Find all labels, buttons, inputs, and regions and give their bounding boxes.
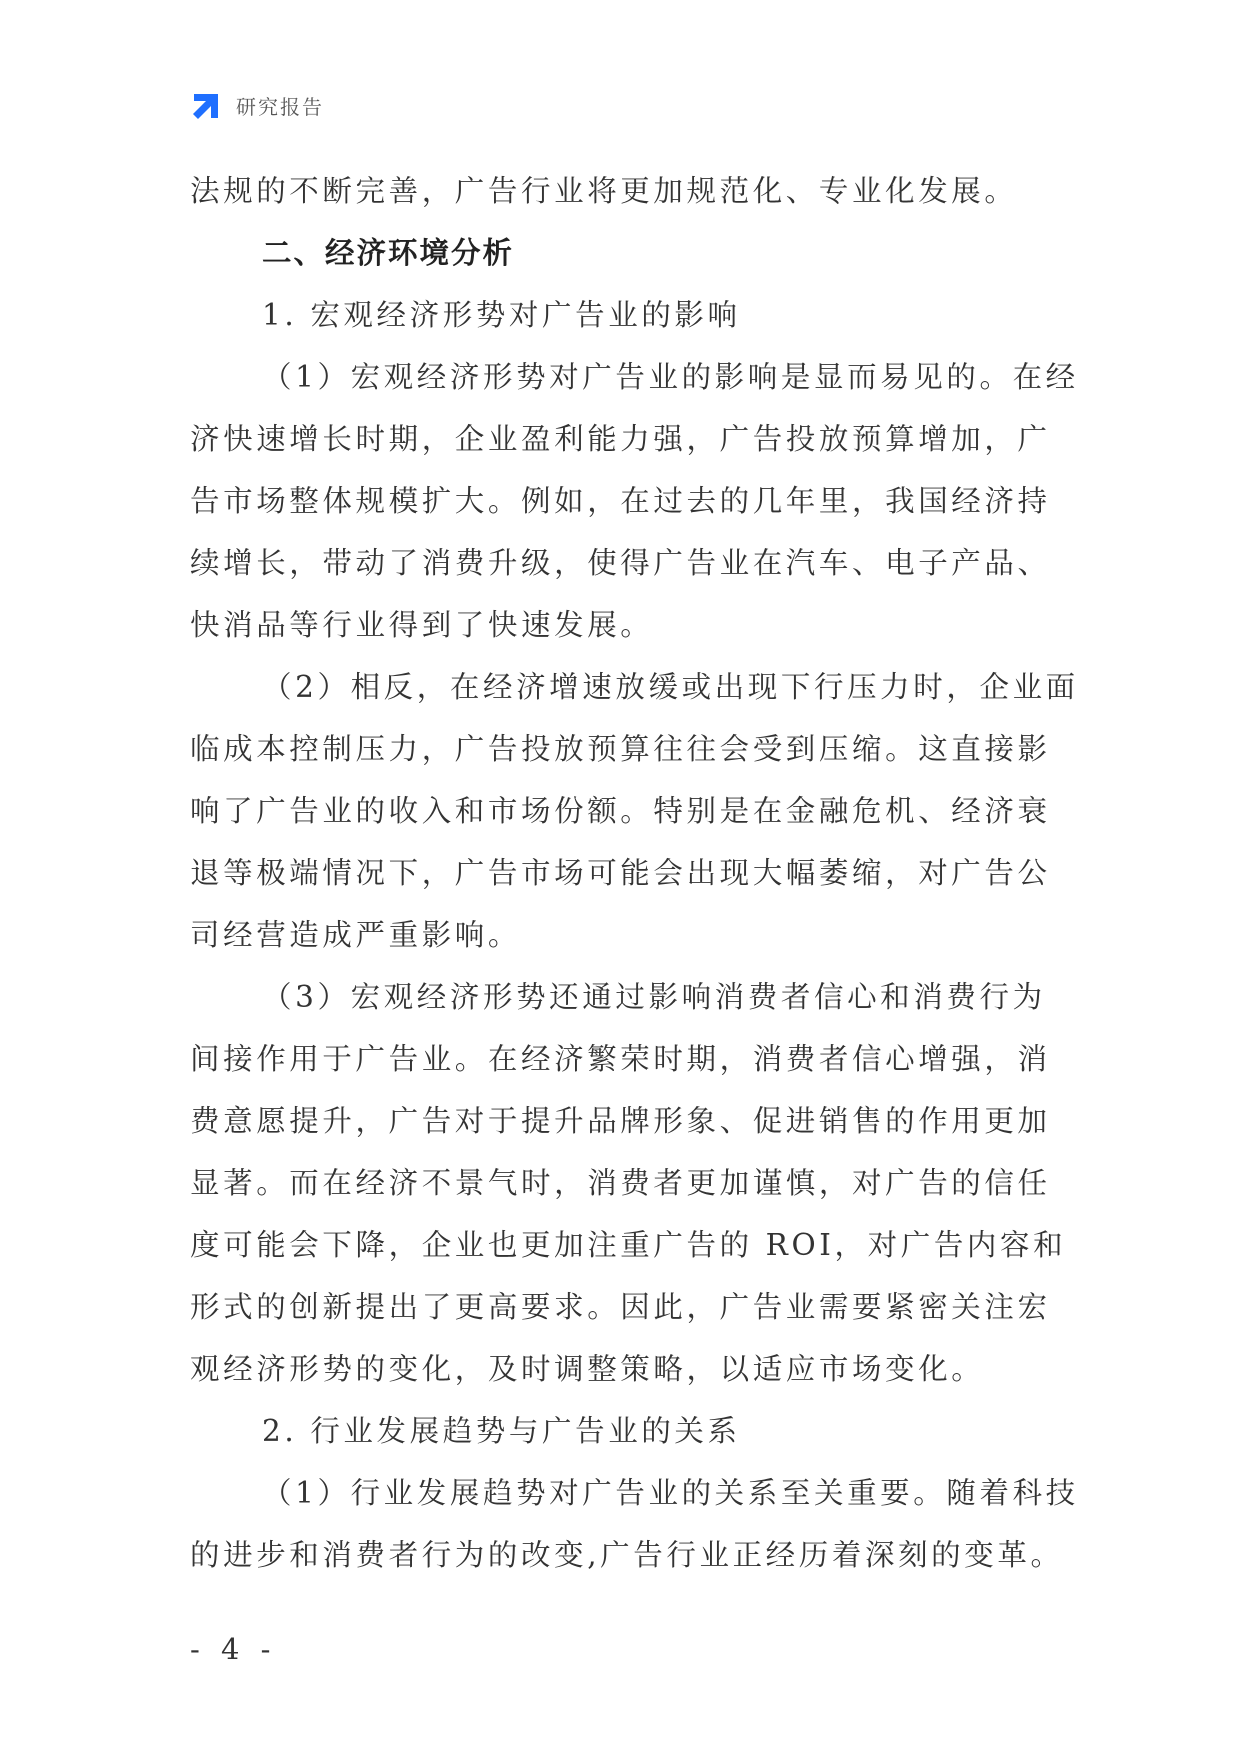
text-line: 响了广告业的收入和市场份额。特别是在金融危机、经济衰 [190,794,1051,828]
text-line: 观经济形势的变化，及时调整策略，以适应市场变化。 [190,1352,985,1386]
text-line: 度可能会下降，企业也更加注重广告的 ROI，对广告内容和 [190,1228,1067,1262]
text-line: 显著。而在经济不景气时，消费者更加谨慎，对广告的信任 [190,1166,1051,1200]
text-line: 形式的创新提出了更高要求。因此，广告业需要紧密关注宏 [190,1290,1051,1324]
text-line: 的进步和消费者行为的改变,广告行业正经历着深刻的变革。 [190,1538,1064,1572]
text-line: 告市场整体规模扩大。例如，在过去的几年里，我国经济持 [190,484,1051,518]
arrow-up-right-icon [190,88,224,122]
header-title: 研究报告 [236,94,324,119]
text-line: 费意愿提升，广告对于提升品牌形象、促进销售的作用更加 [190,1104,1051,1138]
text-line: 快消品等行业得到了快速发展。 [190,608,654,642]
page-header [190,88,324,122]
text-line: （2）相反，在经济增速放缓或出现下行压力时，企业面 [262,670,1079,704]
text-line: （1）宏观经济形势对广告业的影响是显而易见的。在经 [262,360,1079,394]
text-line: 2. 行业发展趋势与广告业的关系 [262,1414,741,1448]
text-line: 临成本控制压力，广告投放预算往往会受到压缩。这直接影 [190,732,1051,766]
section-heading: 二、经济环境分析 [262,236,515,270]
body-text [190,160,1079,1586]
text-line: 司经营造成严重影响。 [190,918,522,952]
text-line: （3）宏观经济形势还通过影响消费者信心和消费行为 [262,980,1046,1014]
text-line: 退等极端情况下，广告市场可能会出现大幅萎缩，对广告公 [190,856,1051,890]
text-line: 间接作用于广告业。在经济繁荣时期，消费者信心增强，消 [190,1042,1051,1076]
text-line: 济快速增长时期，企业盈利能力强，广告投放预算增加，广 [190,422,1051,456]
page-number: - 4 - [190,1632,277,1666]
text-line: 续增长，带动了消费升级，使得广告业在汽车、电子产品、 [190,546,1051,580]
text-line: 法规的不断完善，广告行业将更加规范化、专业化发展。 [190,174,1018,208]
text-line: 1. 宏观经济形势对广告业的影响 [262,298,741,332]
text-line: （1）行业发展趋势对广告业的关系至关重要。随着科技 [262,1476,1079,1510]
